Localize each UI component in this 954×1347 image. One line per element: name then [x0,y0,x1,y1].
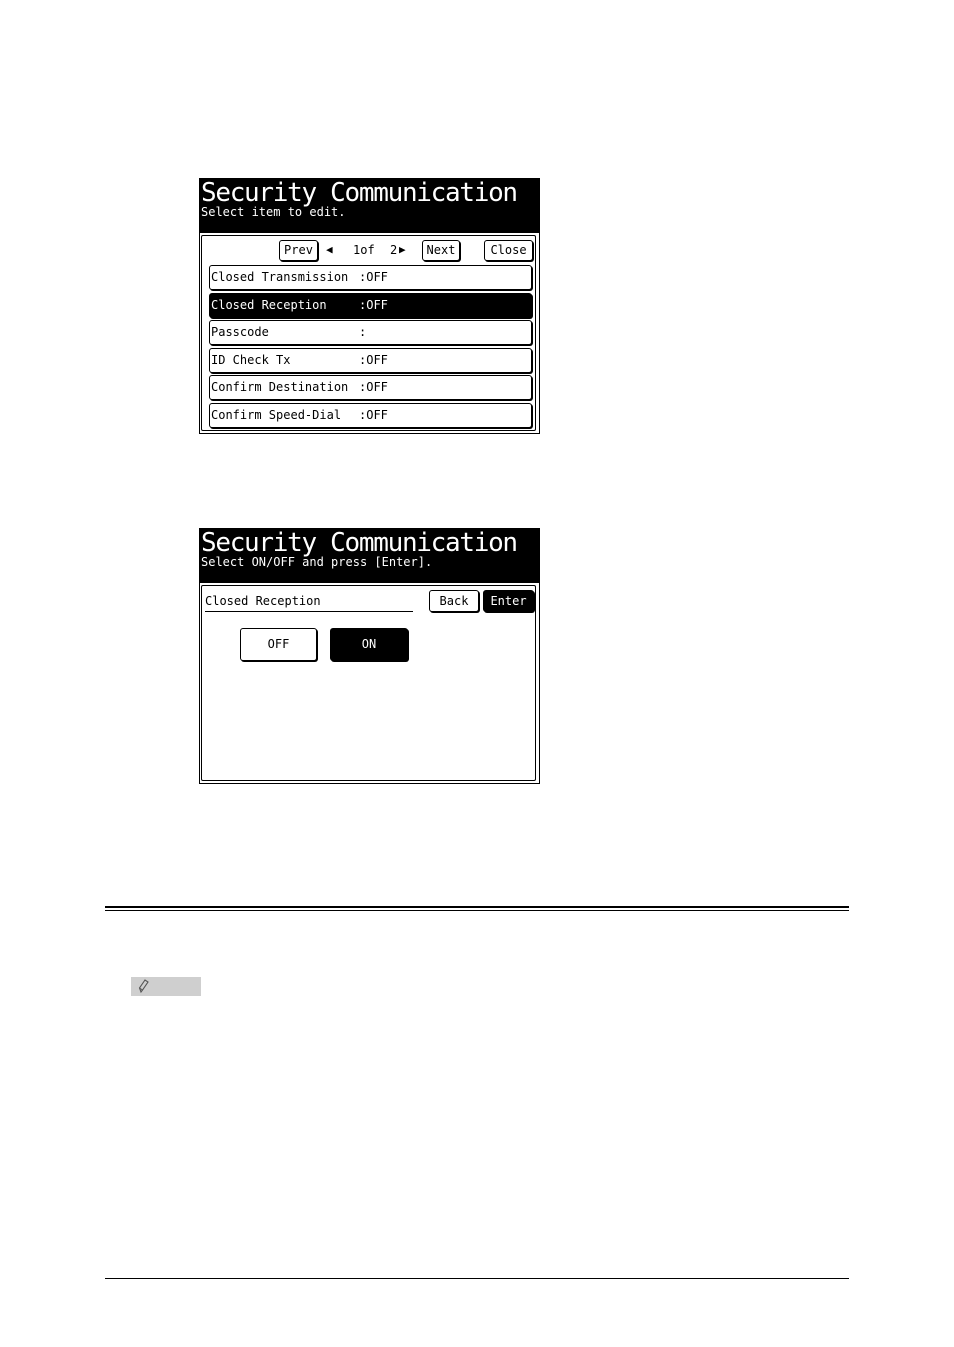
screen-subtitle: Select ON/OFF and press [Enter]. [201,555,433,569]
note-marker [131,977,201,996]
list-item-label: Closed Reception [211,297,327,312]
screen-header [200,529,539,583]
screen-header [200,179,539,233]
section-rule-bottom [105,910,849,911]
list-panel [201,235,536,431]
back-button[interactable]: Back [429,590,479,612]
closed-reception-edit-screen [199,528,540,784]
prev-button[interactable]: Prev [279,240,318,261]
on-option-button[interactable]: ON [330,628,408,661]
list-item-value: :OFF [359,352,388,367]
close-button[interactable]: Close [484,240,533,261]
left-triangle-icon: ◀ [326,243,333,256]
list-item-value: :OFF [359,407,388,422]
screen-subtitle: Select item to edit. [201,205,346,219]
enter-button[interactable]: Enter [483,590,534,612]
pencil-note-icon [137,978,151,994]
list-item-value: :OFF [359,270,388,284]
off-option-button[interactable]: OFF [240,628,317,661]
field-label: Closed Reception [205,593,413,612]
footer-rule [105,1278,849,1279]
list-item-value: :OFF [359,380,388,394]
list-item[interactable] [209,320,532,345]
list-item-label: Closed Transmission [211,270,349,284]
list-item[interactable] [209,348,532,373]
list-item-label: ID Check Tx [211,352,291,367]
list-item[interactable] [209,375,532,400]
list-item[interactable] [209,265,532,290]
list-item-value: : [359,325,367,339]
page-total: 2 [390,243,398,257]
section-rule-top [105,906,849,908]
list-item[interactable] [209,293,532,318]
list-item-value: :OFF [359,297,388,312]
list-item[interactable] [209,403,532,428]
edit-panel [201,585,536,781]
page-current: 1of [353,243,375,257]
screen-title: Security Communication [201,528,517,558]
list-item-label: Confirm Speed-Dial [211,407,342,422]
list-item-label: Passcode [211,325,269,339]
screen-title: Security Communication [201,178,517,208]
security-communication-list-screen [199,178,540,434]
next-button[interactable]: Next [422,240,460,261]
list-item-label: Confirm Destination [211,380,349,394]
right-triangle-icon: ▶ [399,243,406,256]
